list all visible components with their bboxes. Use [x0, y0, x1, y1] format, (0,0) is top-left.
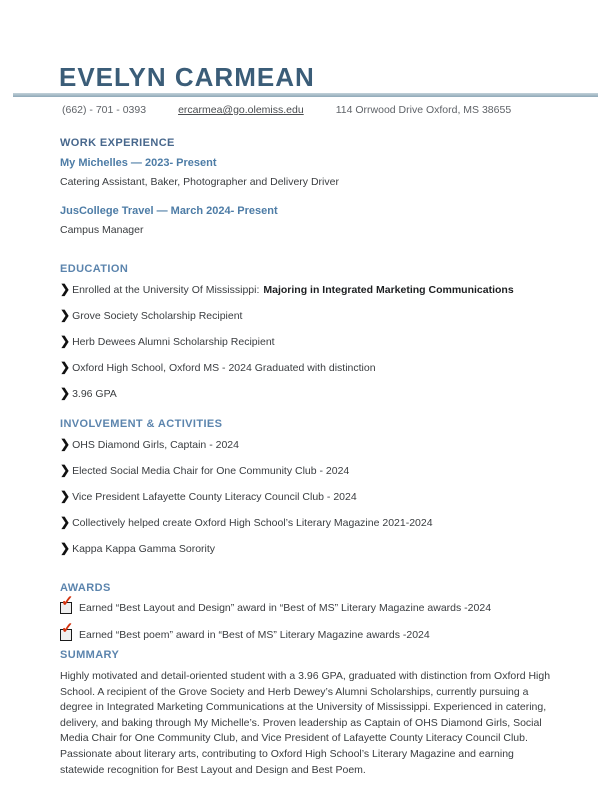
checked-checkbox-icon — [60, 593, 74, 614]
job-title: My Michelles — 2023- Present — [60, 157, 217, 169]
award-text: Earned “Best Layout and Design” award in “Best of MS” Literary Magazine awards -2024 — [79, 602, 492, 614]
list-item — [60, 335, 514, 348]
list-item — [60, 438, 433, 451]
award-item — [60, 593, 492, 614]
section-education — [60, 263, 514, 413]
list-item-text: Kappa Kappa Gamma Sorority — [72, 543, 216, 555]
work-experience-heading: WORK EXPERIENCE — [60, 137, 175, 149]
summary-paragraph: Highly motivated and detail-oriented student with a 3.96 GPA, graduated with distinction from Oxford High School. A recipient of the Grove Society and Herb Dewey’s Alumni Scholarships, currently pursuing a degree in Integrated Marketing Communications at the University of Mississippi. Experienced in catering, delivery, and baking through My Michelle’s. Proven leadership as Captain of OHS Diamond Girls, Social Media Chair for One Community Club, and Vice President of Lafayette County Literacy Council Club. Passionate about literary arts, contributing to Oxford High School’s Literary Magazine and earning statewide recognition for Best Layout and Design and Best Poem. — [60, 670, 551, 776]
list-item — [60, 542, 433, 555]
list-item — [60, 283, 514, 296]
list-item-bold-text: Majoring in Integrated Marketing Communications — [263, 284, 514, 296]
list-item-text: Elected Social Media Chair for One Community Club - 2024 — [72, 465, 350, 477]
list-item-text: Collectively helped create Oxford High School’s Literary Magazine 2021-2024 — [72, 517, 433, 529]
chevron-bullet-icon: ❯ — [60, 515, 71, 529]
section-summary — [60, 649, 556, 778]
award-item — [60, 620, 491, 641]
job-title: JusCollege Travel — March 2024- Present — [60, 205, 278, 217]
chevron-bullet-icon: ❯ — [60, 463, 71, 477]
summary-heading: SUMMARY — [60, 649, 120, 661]
list-item-text: Enrolled at the University Of Mississippi: — [72, 284, 260, 296]
list-item — [60, 464, 433, 477]
red-checkmark-icon: ✓ — [61, 593, 74, 610]
section-work-experience — [60, 137, 339, 253]
involvement-heading: INVOLVEMENT & ACTIVITIES — [60, 418, 223, 430]
list-item — [60, 490, 433, 503]
chevron-bullet-icon: ❯ — [60, 541, 71, 555]
awards-heading: AWARDS — [60, 582, 111, 594]
job-entry — [60, 157, 339, 188]
list-item-text: Grove Society Scholarship Recipient — [72, 310, 243, 322]
job-role: Campus Manager — [60, 224, 144, 236]
red-checkmark-icon: ✓ — [61, 620, 74, 637]
list-item-text: 3.96 GPA — [72, 388, 117, 400]
checked-checkbox-icon — [60, 620, 74, 641]
chevron-bullet-icon: ❯ — [60, 334, 71, 348]
list-item-text: Herb Dewees Alumni Scholarship Recipient — [72, 336, 275, 348]
email-link[interactable]: ercarmea@go.olemiss.edu — [178, 104, 304, 116]
list-item — [60, 387, 514, 400]
award-text: Earned “Best poem” award in “Best of MS” Literary Magazine awards -2024 — [79, 629, 430, 641]
job-entry — [60, 205, 339, 236]
chevron-bullet-icon: ❯ — [60, 308, 71, 322]
chevron-bullet-icon: ❯ — [60, 360, 71, 374]
contact-row — [62, 104, 511, 116]
list-item — [60, 361, 514, 374]
chevron-bullet-icon: ❯ — [60, 282, 71, 296]
education-heading: EDUCATION — [60, 263, 129, 275]
chevron-bullet-icon: ❯ — [60, 489, 71, 503]
phone-number: (662) - 701 - 0393 — [62, 104, 147, 116]
list-item-text: Vice President Lafayette County Literacy Council Club - 2024 — [72, 491, 357, 503]
header-divider — [13, 93, 598, 97]
section-involvement — [60, 418, 433, 568]
page-title: EVELYN CARMEAN — [59, 62, 315, 92]
chevron-bullet-icon: ❯ — [60, 386, 71, 400]
job-role: Catering Assistant, Baker, Photographer and Delivery Driver — [60, 176, 339, 188]
address-text: 114 Orrwood Drive Oxford, MS 38655 — [335, 104, 512, 116]
list-item-text: OHS Diamond Girls, Captain - 2024 — [72, 439, 239, 451]
section-awards — [60, 582, 491, 656]
chevron-bullet-icon: ❯ — [60, 437, 71, 451]
list-item-text: Oxford High School, Oxford MS - 2024 Graduated with distinction — [72, 362, 376, 374]
list-item — [60, 309, 514, 322]
list-item — [60, 516, 433, 529]
